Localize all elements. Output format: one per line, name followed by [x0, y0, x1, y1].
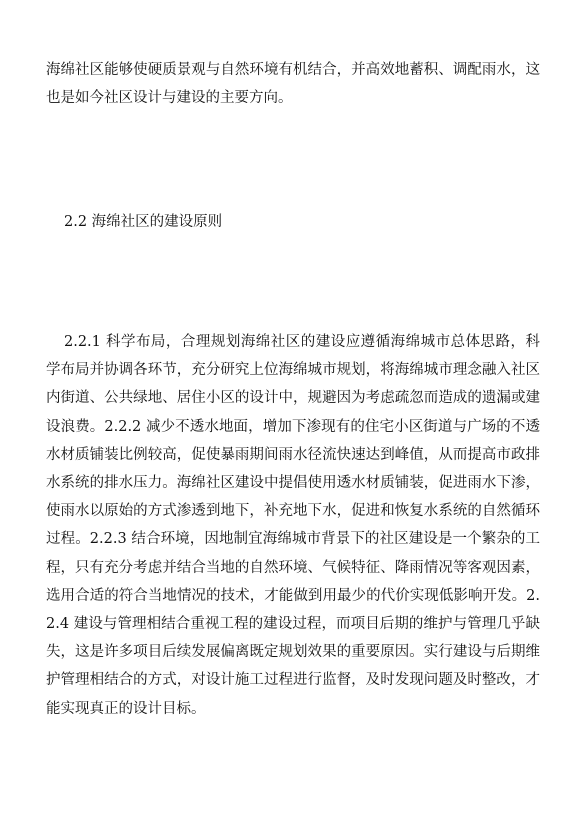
body-paragraph: 2.2.1 科学布局，合理规划海绵社区的建设应遵循海绵城市总体思路，科学布局并协调各环节，充分研究上位海绵城市规划，将海绵城市理念融入社区内街道、公共绿地、居住小区的设计中，规避因为考虑疏忽而造成的遗漏或建设浪费。2.2.2 减少不透水地面，增加下渗现有的住宅小区街道与广场的不透水材质铺装比例较高，促使暴雨期间雨水径流快速达到峰值，从而提高市政排水系统的排水压力。海绵社区建设中提倡使用透水材质铺装，促进雨水下渗，使雨水以原始的方式渗透到地下，补充地下水，促进和恢复水系统的自然循环过程。2.2.3 结合环境，因地制宜海绵城市背景下的社区建设是一个繁杂的工程，只有充分考虑并结合当地的自然环境、气候特征、降雨情况等客观因素，选用合适的符合当地情况的技术，才能做到用最少的代价实现低影响开发。2.2.4 建设与管理相结合重视工程的建设过程，而项目后期的维护与管理几乎缺失，这是许多项目后续发展偏离既定规划效果的重要原因。实行建设与后期维护管理相结合的方式，对设计施工过程进行监督，及时发现问题及时整改，才能实现真正的设计目标。: [46, 334, 540, 717]
section-heading: 2.2 海绵社区的建设原则: [64, 214, 223, 230]
intro-paragraph: 海绵社区能够使硬质景观与自然环境有机结合，并高效地蓄积、调配雨水，这也是如今社区设计与建设的主要方向。: [46, 62, 540, 107]
